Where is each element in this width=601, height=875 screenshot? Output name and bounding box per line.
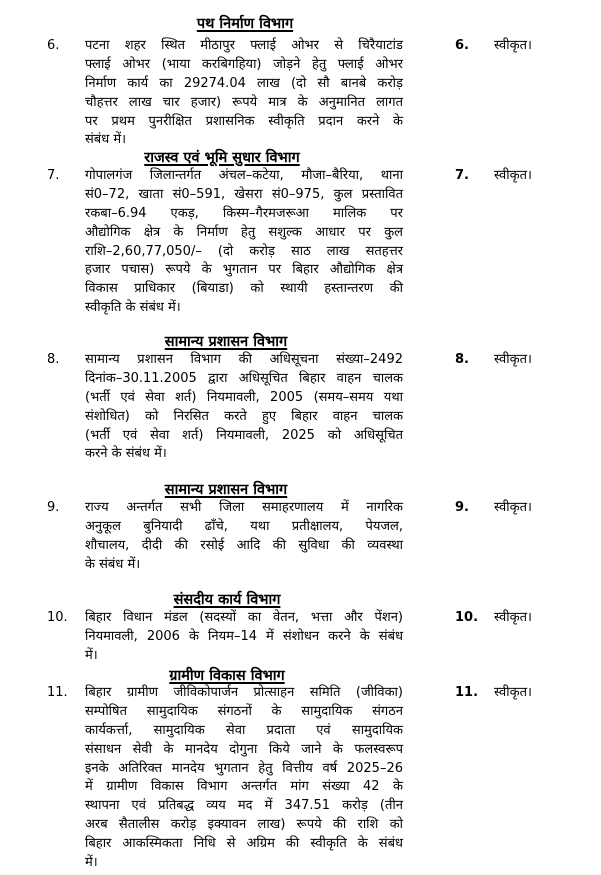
- description-line: बिहार आकस्मिकता निधि से अग्रिम की स्वीकृति के संबंध: [85, 836, 403, 852]
- serial-number: 8.: [47, 352, 60, 367]
- agenda-item: [0, 684, 601, 871]
- agenda-item: [0, 351, 601, 462]
- description-line: बिहार विधान मंडल (सदस्यों का वेतन, भत्ता और पेंशन): [85, 610, 403, 625]
- item-number: 11.: [455, 685, 479, 700]
- description-line: निर्माण कार्य का 29274.04 लाख (दो सौ बानबे करोड़: [85, 75, 403, 91]
- item-number: 9.: [455, 500, 469, 515]
- description-line: राशि–2,60,77,050/– (दो करोड़ साठ लाख सतहत्तर: [85, 243, 403, 259]
- description-line: रकबा–6.94 एकड़, किस्म–गैरमजरूआ मालिक पर: [85, 205, 403, 221]
- item-description: [85, 684, 403, 873]
- description-line: कार्यकर्त्ता, सामुदायिक सेवा प्रदाता एवं सामुदायिक: [85, 722, 403, 738]
- item-description: [85, 609, 403, 666]
- description-line: (भर्ती एवं सेवा शर्त) नियमावली, 2005 (समय–समय यथा: [85, 389, 403, 405]
- description-line: पर प्रथम पुनरीक्षित प्रशासनिक स्वीकृति प्रदान करने के: [85, 113, 403, 129]
- description-line: सं0–72, खाता सं0–591, खेसरा सं0–975, कुल प्रस्तावित: [85, 186, 403, 202]
- item-description: [85, 351, 403, 464]
- decision-status: स्वीकृत।: [494, 352, 532, 367]
- description-line: शौचालय, दीदी की रसोई आदि की सुविधा की व्यवस्था: [85, 537, 403, 553]
- description-line: के संबंध में।: [85, 556, 141, 572]
- department-heading: संसदीय कार्य विभाग: [173, 592, 281, 608]
- description-line: सामान्य प्रशासन विभाग की अधिसूचना संख्या–2492: [85, 352, 403, 367]
- description-line: विकास प्राधिकार (बियाडा) को स्थायी हस्तान्तरण की: [85, 281, 403, 297]
- item-description: [85, 499, 403, 575]
- description-line: अनुकूल बुनियादी ढाँचे, यथा प्रतीक्षालय, पेयजल,: [85, 518, 403, 534]
- agenda-item: [0, 499, 601, 572]
- description-line: स्थापना एवं प्रतिबद्ध व्यय मद में 347.51 करोड़ (तीन: [85, 798, 403, 814]
- description-line: स्वीकृति के संबंध में।: [85, 300, 181, 316]
- item-number: 8.: [455, 352, 469, 367]
- description-line: में।: [85, 647, 98, 663]
- department-heading: ग्रामीण विकास विभाग: [169, 668, 285, 684]
- item-description: [85, 37, 403, 150]
- decision-status: स्वीकृत।: [494, 610, 532, 625]
- decision-status: स्वीकृत।: [494, 500, 532, 515]
- description-line: करने के संबंध में।: [85, 446, 167, 462]
- serial-number: 7.: [47, 168, 60, 183]
- description-line: नियमावली, 2006 के नियम–14 में संशोधन करने के संबंध: [85, 628, 403, 644]
- description-line: हजार पचास) रूपये के भुगतान पर बिहार औद्योगिक क्षेत्र: [85, 262, 403, 278]
- description-line: पटना शहर स्थित मीठापुर फ्लाई ओभर से चिरैयाटांड: [85, 38, 403, 53]
- description-line: संबंध में।: [85, 132, 127, 148]
- serial-number: 11.: [47, 685, 68, 700]
- description-line: औद्योगिक क्षेत्र के निर्माण हेतु सशुल्क आधार पर कुल: [85, 224, 403, 240]
- description-line: फ्लाई ओभर (भाया करबिगहिया) जोड़ने हेतु फ्लाई ओभर: [85, 56, 403, 72]
- department-heading: सामान्य प्रशासन विभाग: [164, 482, 288, 498]
- item-description: [85, 167, 403, 318]
- department-heading: राजस्व एवं भूमि सुधार विभाग: [144, 150, 300, 166]
- serial-number: 9.: [47, 500, 60, 515]
- decision-status: स्वीकृत।: [494, 168, 532, 183]
- description-line: संसाधन सेवी के मानदेय दोगुना किये जाने के फलस्वरूप: [85, 741, 403, 757]
- description-line: दिनांक–30.11.2005 द्वारा अधिसूचित बिहार वाहन चालक: [85, 370, 403, 386]
- description-line: सम्पोषित सामुदायिक संगठनों के सामुदायिक संगठन: [85, 703, 403, 719]
- item-number: 7.: [455, 168, 469, 183]
- agenda-item: [0, 167, 601, 316]
- description-line: बिहार ग्रामीण जीविकोपार्जन प्रोत्साहन समिति (जीविका): [85, 685, 403, 700]
- serial-number: 10.: [47, 610, 68, 625]
- description-line: इनके अतिरिक्त मानदेय भुगतान हेतु वित्तीय वर्ष 2025–26: [85, 760, 403, 776]
- decision-status: स्वीकृत।: [494, 38, 532, 53]
- description-line: चौहत्तर लाख चार हजार) रूपये मात्र के अनुमानित लागत: [85, 94, 403, 110]
- decision-status: स्वीकृत।: [494, 685, 532, 700]
- item-number: 10.: [455, 610, 479, 625]
- description-line: गोपालगंज जिलान्तर्गत अंचल–कटेया, मौजा–बैरिया, थाना: [85, 168, 403, 183]
- department-heading: पथ निर्माण विभाग: [196, 16, 294, 32]
- agenda-item: [0, 37, 601, 148]
- description-line: में।: [85, 855, 98, 871]
- description-line: संशोधित) को निरसित करते हुए बिहार वाहन चालक: [85, 408, 403, 424]
- agenda-item: [0, 609, 601, 663]
- description-line: राज्य अन्तर्गत सभी जिला समाहरणालय में नागरिक: [85, 500, 403, 515]
- description-line: (भर्ती एवं सेवा शर्त) नियमावली, 2025 को अधिसूचित: [85, 427, 403, 443]
- description-line: में ग्रामीण विकास विभाग अन्तर्गत मांग संख्या 42 के: [85, 779, 403, 795]
- description-line: अरब सैतालीस करोड़ इक्यावन लाख) रूपये की राशि को: [85, 817, 403, 833]
- item-number: 6.: [455, 38, 469, 53]
- serial-number: 6.: [47, 38, 60, 53]
- department-heading: सामान्य प्रशासन विभाग: [164, 334, 288, 350]
